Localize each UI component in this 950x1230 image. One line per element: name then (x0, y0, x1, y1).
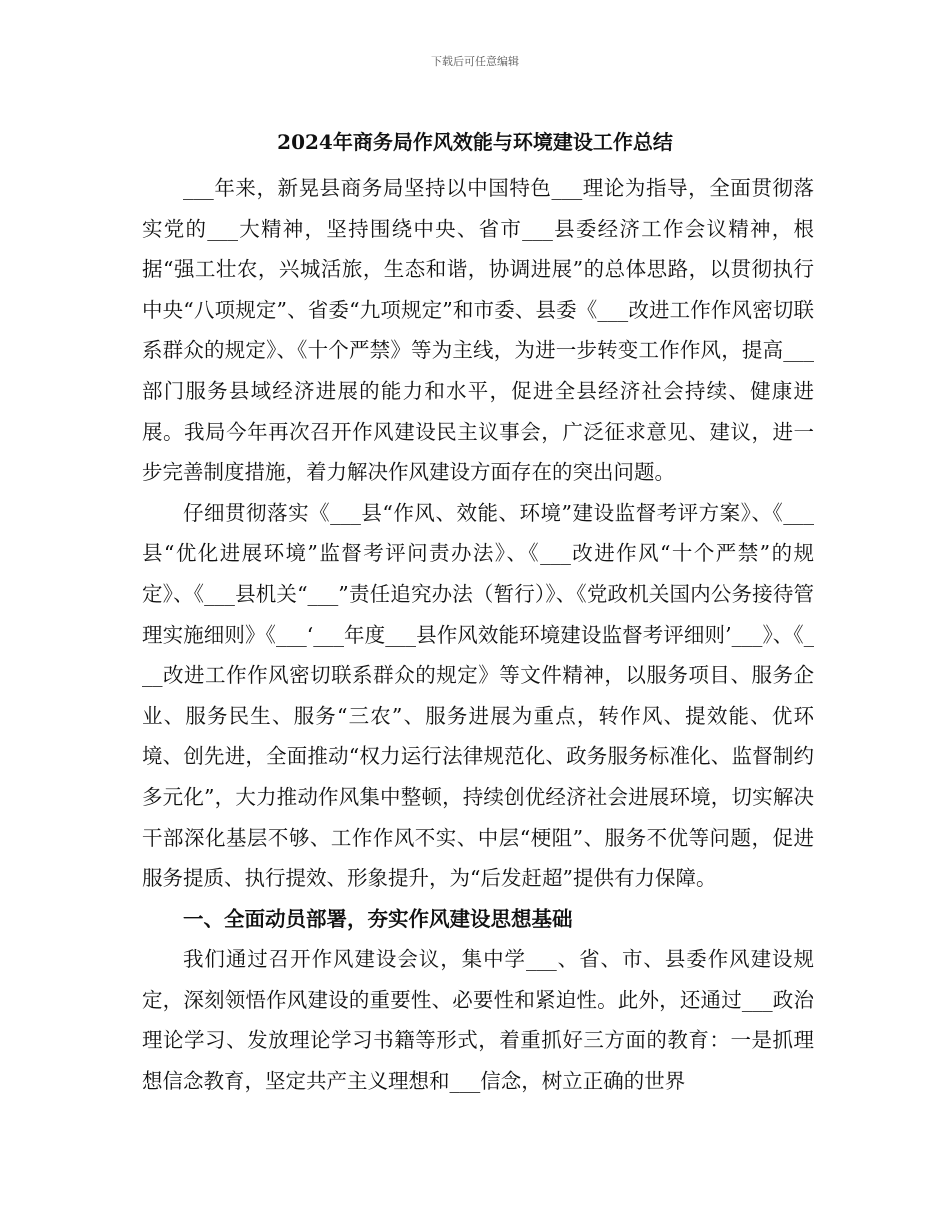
paragraph-implementation: 仔细贯彻落实《___县“作风、效能、环境”建设监督考评方案》、《___县“优化进展环境”监督考评问责办法》、《___改进作风“十个严禁”的规定》、《___县机关“___”责任追究办法（暂行）》、《党政机关国内公务接待管理实施细则》《___‘___年度___县作风效能环境建设监督考评细则’___》、《___改进工作作风密切联系群众的规定》等文件精神，以服务项目、服务企业、服务民生、服务“三农”、服务进展为重点，转作风、提效能、优环境、创先进，全面推动“权力运行法律规范化、政务服务标准化、监督制约多元化”，大力推动作风集中整顿，持续创优经济社会进展环境，切实解决干部深化基层不够、工作作风不实、中层“梗阻”、服务不优等问题，促进服务提质、执行提效、形象提升，为“后发赶超”提供有力保障。 (142, 500, 814, 891)
paragraph-intro: ___年来，新晃县商务局坚持以中国特色___理论为指导，全面贯彻落实党的___大精神，坚持围绕中央、省市___县委经济工作会议精神，根据“强工壮农，兴城活旅，生态和谐，协调进展”的总体思路，以贯彻执行中央“八项规定”、省委“九项规定”和市委、县委《___改进工作作风密切联系群众的规定》、《十个严禁》等为主线，为进一步转变工作作风，提高___部门服务县域经济进展的能力和水平，促进全县经济社会持续、健康进展。我局今年再次召开作风建设民主议事会，广泛征求意见、建议，进一步完善制度措施，着力解决作风建设方面存在的突出问题。 (142, 176, 814, 485)
document-title: 2024年商务局作风效能与环境建设工作总结 (277, 130, 673, 154)
header-note: 下载后可任意编辑 (431, 55, 519, 68)
section-heading-1: 一、全面动员部署，夯实作风建设思想基础 (183, 906, 573, 931)
document-body (142, 168, 814, 1102)
paragraph-section-1: 我们通过召开作风建设会议，集中学___、省、市、县委作风建设规定，深刻领悟作风建设的重要性、必要性和紧迫性。此外，还通过___政治理论学习、发放理论学习书籍等形式，着重抓好三方面的教育：一是抓理想信念教育，坚定共产主义理想和___信念，树立正确的世界 (142, 947, 814, 1094)
